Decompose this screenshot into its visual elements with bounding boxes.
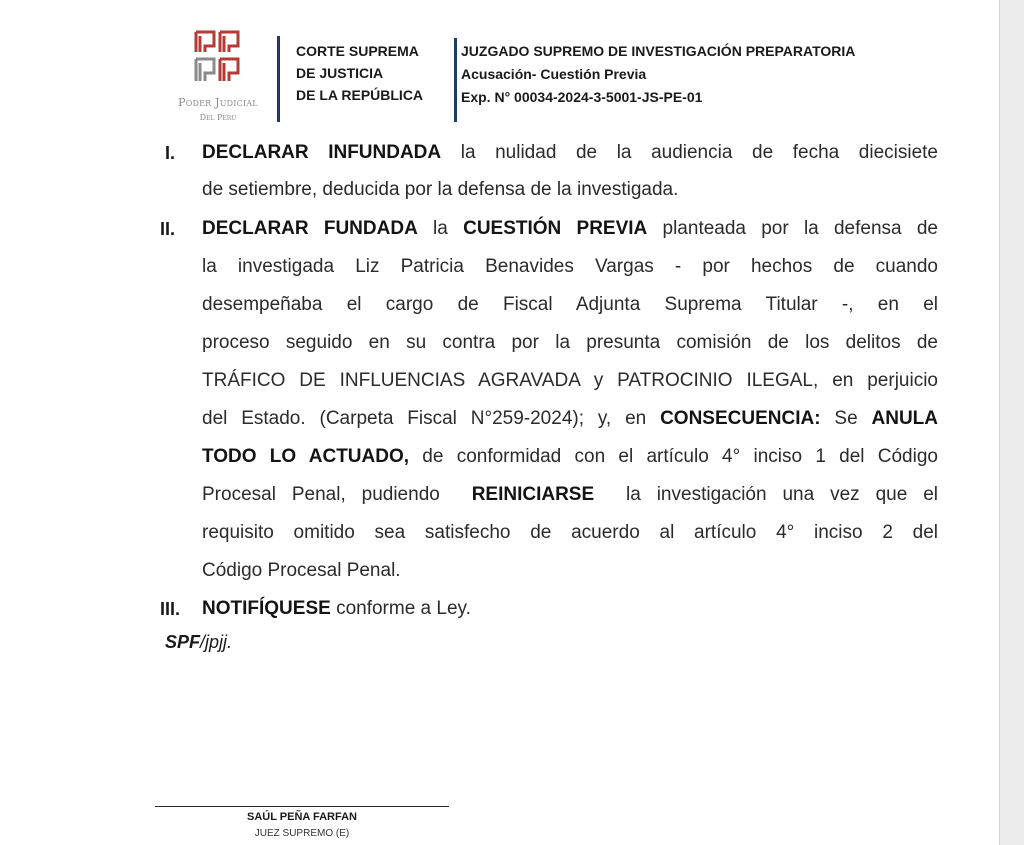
court-line: DE LA REPÚBLICA xyxy=(296,87,424,103)
item-ii-line-10: Código Procesal Penal. xyxy=(202,560,401,581)
item-ii-text: la xyxy=(417,218,464,239)
logo-text-poder-judicial: Poder Judicial xyxy=(178,96,258,109)
signature-line xyxy=(155,806,449,807)
item-ii-line-4: proceso seguido en su contra por la presunta comisión de los delitos de xyxy=(202,332,938,353)
item-iii-line-1 xyxy=(202,590,938,628)
item-ii-line-2: la investigada Liz Patricia Benavides Vargas - por hechos de cuando xyxy=(202,256,938,277)
item-ii-text: Procesal Penal, pudiendo xyxy=(202,484,472,505)
item-ii-keyword: ANULA xyxy=(871,408,938,429)
poder-judicial-logo xyxy=(160,30,276,130)
item-ii-text: la investigación una vez que el xyxy=(594,484,939,505)
item-ii-text: planteada por la defensa de xyxy=(647,218,938,239)
case-number: Exp. N° 00034-2024-3-5001-JS-PE-01 xyxy=(461,89,703,105)
item-ii-line-9: requisito omitido sea satisfecho de acuerdo al artículo 4° inciso 2 del xyxy=(202,522,938,543)
item-ii-text: de conformidad con el artículo 4° inciso 1 del Código xyxy=(409,446,938,467)
court-line: DE JUSTICIA xyxy=(296,65,384,81)
case-type: Acusación- Cuestión Previa xyxy=(461,66,647,82)
item-ii-text: Se xyxy=(820,408,872,429)
item-ii-keyword: REINICIARSE xyxy=(471,484,595,505)
item-i-line-1 xyxy=(202,134,938,172)
item-ii-line-6 xyxy=(202,400,938,438)
item-ii-line-8 xyxy=(202,476,938,514)
initials-bold: SPF xyxy=(165,632,201,652)
header-divider-left xyxy=(277,36,280,122)
item-ii-text: del Estado. (Carpeta Fiscal N°259-2024); y, en xyxy=(202,408,661,429)
item-ii-keyword: DECLARAR FUNDADA xyxy=(202,218,418,239)
juzgado-title: JUZGADO SUPREMO DE INVESTIGACIÓN PREPARATORIA xyxy=(461,43,856,59)
court-line: CORTE SUPREMA xyxy=(296,43,419,59)
signatory-name: SAÚL PEÑA FARFAN xyxy=(246,811,357,823)
item-ii-line-7 xyxy=(202,438,938,476)
item-ii-line-5: TRÁFICO DE INFLUENCIAS AGRAVADA y PATROCINIO ILEGAL, en perjuicio xyxy=(202,370,938,391)
logo-text-del-peru: Del Perú xyxy=(199,113,237,122)
item-i-keyword: DECLARAR INFUNDADA xyxy=(202,142,442,163)
item-number-i: I. xyxy=(165,143,176,163)
item-i-text: la nulidad de la audiencia de fecha diecisiete xyxy=(441,142,938,163)
item-ii-keyword: CONSECUENCIA: xyxy=(660,408,821,429)
item-iii-text: conforme a Ley. xyxy=(330,598,471,619)
initials-rest: /jpjj. xyxy=(200,632,233,652)
header-divider-right xyxy=(454,38,457,122)
pj-emblem-icon xyxy=(193,30,243,90)
item-i-line-2: de setiembre, deducida por la defensa de la investigada. xyxy=(202,179,679,200)
typist-initials xyxy=(165,632,232,653)
case-header xyxy=(461,40,855,109)
item-ii-keyword: CUESTIÓN PREVIA xyxy=(463,218,648,239)
item-ii-line-1 xyxy=(202,210,938,248)
item-iii-keyword: NOTIFÍQUESE xyxy=(202,598,331,619)
item-ii-line-3: desempeñaba el cargo de Fiscal Adjunta Suprema Titular -, en el xyxy=(202,294,938,315)
item-number-iii: III. xyxy=(160,599,181,619)
item-number-ii: II. xyxy=(160,219,176,239)
viewer-scrollbar-track[interactable] xyxy=(1000,0,1024,845)
signatory-role: JUEZ SUPREMO (E) xyxy=(254,828,350,839)
court-name xyxy=(296,40,423,106)
item-ii-keyword: TODO LO ACTUADO, xyxy=(202,446,410,467)
